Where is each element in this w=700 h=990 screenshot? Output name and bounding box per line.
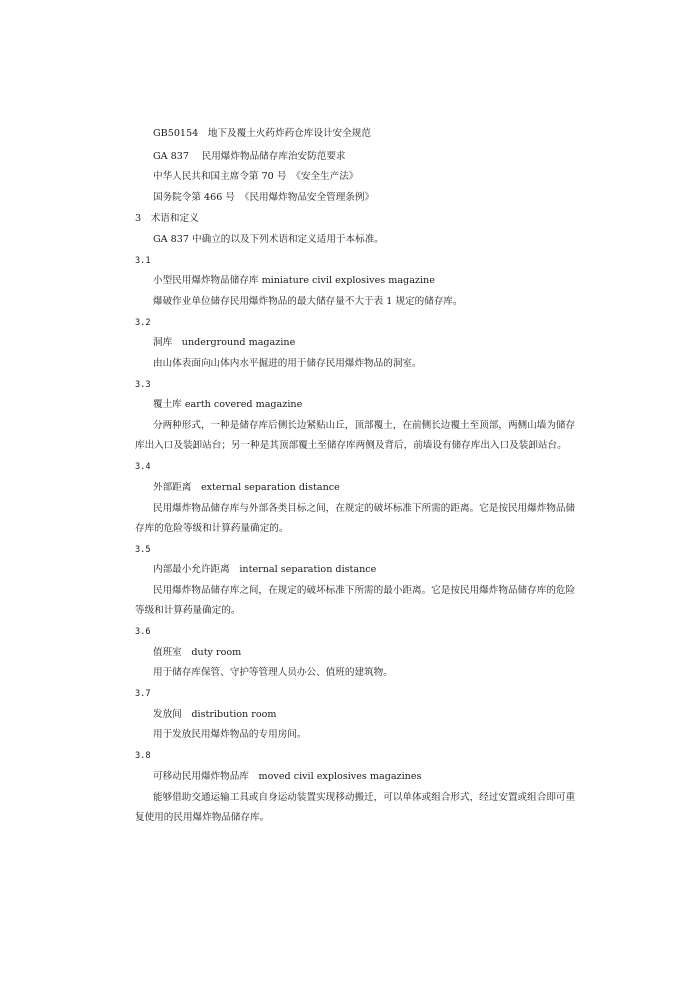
term-definition: 分两种形式，一种是储存库后侧长边紧贴山丘，顶部覆土，在前侧长边覆土至顶部，两侧山墙为储存 bbox=[153, 420, 576, 431]
reference-regulation-466: 国务院令第 466 号 《民用爆炸物品安全管理条例》 bbox=[153, 192, 375, 203]
term-definition: 爆破作业单位储存民用爆炸物品的最大储存量不大于表 1 规定的储存库。 bbox=[153, 296, 463, 307]
term-number: 3.6 bbox=[135, 627, 151, 637]
term-definition: 民用爆炸物品储存库与外部各类目标之间，在规定的破坏标准下所需的距离。它是按民用爆炸物品储 bbox=[153, 503, 576, 514]
term-number: 3.3 bbox=[135, 380, 151, 390]
term-title: 可移动民用爆炸物品库 moved civil explosives magazines bbox=[153, 771, 422, 782]
term-number: 3.1 bbox=[135, 256, 151, 266]
term-number: 3.7 bbox=[135, 689, 151, 699]
term-title: 覆土库 earth covered magazine bbox=[153, 399, 303, 410]
reference-gb50154: GB50154 地下及覆土火药炸药仓库设计安全规范 bbox=[153, 128, 371, 139]
term-definition-continued: 存库的危险等级和计算药量确定的。 bbox=[135, 523, 289, 534]
term-title: 洞库 underground magazine bbox=[153, 337, 296, 348]
term-definition-continued: 等级和计算药量确定的。 bbox=[135, 605, 241, 616]
term-title: 发放间 distribution room bbox=[153, 709, 277, 720]
term-definition-continued: 复使用的民用爆炸物品储存库。 bbox=[135, 812, 270, 823]
term-definition-continued: 库出入口及装卸站台；另一种是其顶部覆土至储存库两侧及背后，前墙设有储存库出入口及装卸站台。 bbox=[135, 440, 567, 451]
reference-safety-law: 中华人民共和国主席令第 70 号 《安全生产法》 bbox=[153, 171, 359, 182]
section-intro: GA 837 中确立的以及下列术语和定义适用于本标准。 bbox=[153, 234, 384, 245]
term-definition: 由山体表面向山体内水平掘进的用于储存民用爆炸物品的洞室。 bbox=[153, 358, 422, 369]
term-definition: 能够借助交通运输工具或自身运动装置实现移动搬迁，可以单体或组合形式，经过安置或组合即可重 bbox=[153, 792, 576, 803]
term-number: 3.5 bbox=[135, 545, 151, 555]
term-definition: 民用爆炸物品储存库之间，在规定的破坏标准下所需的最小距离。它是按民用爆炸物品储存库的危险 bbox=[153, 585, 576, 596]
term-number: 3.8 bbox=[135, 751, 151, 761]
term-definition: 用于储存库保管、守护等管理人员办公、值班的建筑物。 bbox=[153, 667, 393, 678]
term-title: 值班室 duty room bbox=[153, 647, 242, 658]
section-heading: 3 术语和定义 bbox=[135, 213, 199, 224]
term-definition: 用于发放民用爆炸物品的专用房间。 bbox=[153, 729, 307, 740]
term-title: 小型民用爆炸物品储存库 miniature civil explosives magazine bbox=[153, 275, 435, 286]
reference-ga837: GA 837 民用爆炸物品储存库治安防范要求 bbox=[153, 151, 346, 162]
term-number: 3.2 bbox=[135, 318, 151, 328]
term-title: 内部最小允许距离 internal separation distance bbox=[153, 564, 377, 575]
term-number: 3.4 bbox=[135, 462, 151, 472]
term-title: 外部距离 external separation distance bbox=[153, 482, 340, 493]
